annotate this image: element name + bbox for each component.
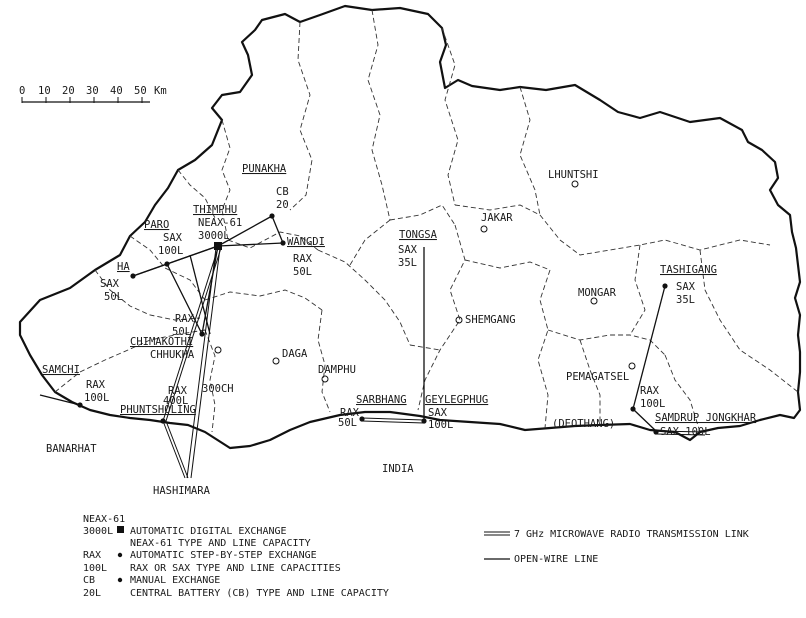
cap-samchi-lines: 100L <box>84 392 110 404</box>
cap-samdrup: SAX 100L <box>660 426 711 438</box>
legend-neax-title: NEAX-61 <box>83 514 126 525</box>
cap-chimakothi-lines: 50L <box>172 326 191 338</box>
cap-ha-type: SAX <box>100 278 119 290</box>
label-jakar: JAKAR <box>481 212 513 224</box>
legend-neax-symbol <box>117 526 124 533</box>
exchange-dot <box>359 416 364 421</box>
town-circle <box>322 376 328 382</box>
town-circle <box>572 181 578 187</box>
label-samdrup-jongkhar: SAMDRUP JONGKHAR <box>655 412 757 424</box>
scale-tick-50: 50 <box>134 85 147 97</box>
label-deothang: (DEOTHANG) <box>552 418 616 430</box>
legend-rax-line2: RAX OR SAX TYPE AND LINE CAPACITIES <box>130 563 341 574</box>
legend-neax-cap: 3000L <box>83 526 114 537</box>
label-300ch: 300CH <box>202 383 234 395</box>
exchange-dot <box>269 213 274 218</box>
cap-tongsa-type: SAX <box>398 244 417 256</box>
label-phuntsholing: PHUNTSHOLING <box>120 404 196 416</box>
label-ha: HA <box>117 261 130 273</box>
cap-geylegphug-type: SAX <box>428 407 447 419</box>
legend-cb-line1: MANUAL EXCHANGE <box>130 575 221 586</box>
town-circle <box>273 358 279 364</box>
cap-tongsa-lines: 35L <box>398 257 417 269</box>
legend-cb-line2: CENTRAL BATTERY (CB) TYPE AND LINE CAPACITY <box>130 588 389 599</box>
cap-wangdi-lines: 50L <box>293 266 312 278</box>
legend-rax-cap: 100L <box>83 563 108 574</box>
legend-neax-line2: NEAX-61 TYPE AND LINE CAPACITY <box>130 538 311 549</box>
scale-tick-10: 10 <box>38 85 51 97</box>
exchange-dot <box>130 273 135 278</box>
scale-tick-0: 0 <box>19 85 26 97</box>
exchange-dot <box>280 240 285 245</box>
label-punakha: PUNAKHA <box>242 163 287 175</box>
cap-phuntsholing-type: RAX <box>168 385 187 397</box>
cap-tashigang-lines: 35L <box>676 294 695 306</box>
legend-cb-symbol <box>118 578 122 582</box>
legend <box>83 514 749 599</box>
microwave-links <box>163 248 705 478</box>
neax-exchange-marker <box>214 242 222 250</box>
cap-sarbhang-lines: 50L <box>338 417 357 429</box>
scale-unit: Km <box>154 85 167 97</box>
exchange-dot <box>77 402 82 407</box>
cap-wangdi-type: RAX <box>293 253 312 265</box>
label-mongar: MONGAR <box>578 287 616 299</box>
exchange-dot <box>199 331 204 336</box>
label-wangdi: WANGDI <box>287 236 325 248</box>
cap-phuntsholing-lines: 400L <box>163 395 189 407</box>
cap-tashigang-type: SAX <box>676 281 695 293</box>
exchange-dot <box>653 429 658 434</box>
legend-cb-type: CB <box>83 575 96 586</box>
label-tongsa: TONGSA <box>399 229 437 241</box>
label-damphu: DAMPHU <box>318 364 356 376</box>
open-wire-lines <box>40 216 665 431</box>
label-daga: DAGA <box>282 348 308 360</box>
cap-sarbhang-type: RAX <box>340 407 359 419</box>
scale-tick-30: 30 <box>86 85 99 97</box>
label-thimphu: THIMPHU <box>193 204 238 216</box>
scale-bar <box>19 85 167 103</box>
exchange-dot <box>662 283 667 288</box>
label-shemgang: SHEMGANG <box>465 314 516 326</box>
label-chimakothi: CHIMAKOTHI <box>130 336 194 348</box>
cap-samchi-type: RAX <box>86 379 105 391</box>
cap-paro-type: SAX <box>163 232 182 244</box>
exchange-dot <box>164 261 169 266</box>
legend-rax-line1: AUTOMATIC STEP-BY-STEP EXCHANGE <box>130 550 317 561</box>
label-samchi: SAMCHI <box>42 364 80 376</box>
legend-openwire-label: OPEN-WIRE LINE <box>514 554 599 565</box>
legend-microwave-label: 7 GHz MICROWAVE RADIO TRANSMISSION LINK <box>514 529 749 540</box>
cap-thimphu-type: NEAX-61 <box>198 217 243 229</box>
cap-punakha-type: CB <box>276 186 289 198</box>
town-circle <box>215 347 221 353</box>
cap-geylegphug-lines: 100L <box>428 419 454 431</box>
cap-punakha-lines: 20 <box>276 199 289 211</box>
cap-thimphu-lines: 3000L <box>198 230 230 242</box>
cap-ha-lines: 50L <box>104 291 123 303</box>
label-banarhat: BANARHAT <box>46 443 97 455</box>
label-pemagatsel: PEMAGATSEL <box>566 371 630 383</box>
label-lhuntshi: LHUNTSHI <box>548 169 599 181</box>
cap-chimakothi-type: RAX <box>175 313 194 325</box>
label-tashigang: TASHIGANG <box>660 264 717 276</box>
country-border <box>20 6 800 448</box>
cap-paro-lines: 100L <box>158 245 184 257</box>
scale-tick-40: 40 <box>110 85 123 97</box>
cap-deothang-lines: 100L <box>640 398 666 410</box>
legend-cb-cap: 20L <box>83 588 102 599</box>
exchange-dot <box>630 406 635 411</box>
legend-neax-line1: AUTOMATIC DIGITAL EXCHANGE <box>130 526 287 537</box>
label-india: INDIA <box>382 463 414 475</box>
town-circle <box>481 226 487 232</box>
scale-tick-20: 20 <box>62 85 75 97</box>
exchange-dot <box>160 418 165 423</box>
town-circle <box>629 363 635 369</box>
cap-deothang-type: RAX <box>640 385 659 397</box>
exchange-dot <box>421 418 426 423</box>
label-hashimara: HASHIMARA <box>153 485 210 497</box>
label-geylegphug: GEYLEGPHUG <box>425 394 489 406</box>
label-paro: PARO <box>144 219 170 231</box>
label-chhukha: CHHUKHA <box>150 349 195 361</box>
label-sarbhang: SARBHANG <box>356 394 407 406</box>
legend-rax-type: RAX <box>83 550 102 561</box>
legend-rax-symbol <box>118 553 122 557</box>
